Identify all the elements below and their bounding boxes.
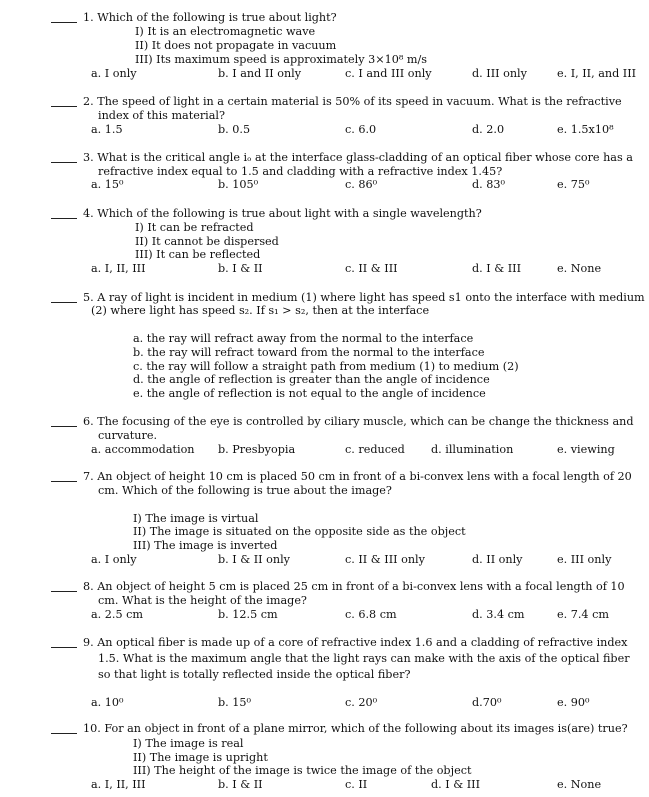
answer-blank[interactable] xyxy=(51,481,77,482)
option-a: a. I, II, III xyxy=(91,262,146,275)
answer-blank[interactable] xyxy=(51,218,77,219)
option-b: b. I & II only xyxy=(218,553,290,566)
statement: II) The image is situated on the opposite side as the object xyxy=(133,525,466,538)
option-c: c. II xyxy=(345,778,368,791)
option-e: e. the angle of reflection is not equal to the angle of incidence xyxy=(133,387,486,400)
question-stem: index of this material? xyxy=(98,109,226,122)
question-stem: 1.5. What is the maximum angle that the light rays can make with the axis of the optical fiber xyxy=(98,652,630,665)
option-a: a. I only xyxy=(91,67,137,80)
option-d: d. 2.0 xyxy=(472,123,505,136)
option-b: b. 105⁰ xyxy=(218,178,259,191)
option-a: a. accommodation xyxy=(91,443,195,456)
option-e: e. I, II, and III xyxy=(557,67,637,80)
statement: III) Its maximum speed is approximately 3×10⁸ m/s xyxy=(135,53,427,66)
option-c: c. 6.0 xyxy=(345,123,377,136)
question-stem: 4. Which of the following is true about light with a single wavelength? xyxy=(83,207,482,220)
option-c: c. 86⁰ xyxy=(345,178,378,191)
statement: I) It can be refracted xyxy=(135,221,254,234)
option-d: d. 83⁰ xyxy=(472,178,505,191)
option-e: e. None xyxy=(557,262,602,275)
option-a: a. I, II, III xyxy=(91,778,146,791)
option-d: d.70⁰ xyxy=(472,696,502,709)
question-stem: 9. An optical fiber is made up of a core of refractive index 1.6 and a cladding of refractive index xyxy=(83,636,628,649)
option-a: a. 2.5 cm xyxy=(91,608,144,621)
answer-blank[interactable] xyxy=(51,426,77,427)
answer-blank[interactable] xyxy=(51,733,77,734)
question-stem: (2) where light has speed s₂. If s₁ > s₂, then at the interface xyxy=(91,304,430,317)
option-a: a. I only xyxy=(91,553,137,566)
option-c: c. 20⁰ xyxy=(345,696,378,709)
answer-blank[interactable] xyxy=(51,22,77,23)
option-c: c. II & III xyxy=(345,262,398,275)
question-stem: 7. An object of height 10 cm is placed 50 cm in front of a bi-convex lens with a focal length of 20 xyxy=(83,470,632,483)
question-stem: curvature. xyxy=(98,429,158,442)
question-stem: refractive index equal to 1.5 and cladding with a refractive index 1.45? xyxy=(98,165,503,178)
option-d: d. I & III xyxy=(472,262,522,275)
answer-blank[interactable] xyxy=(51,302,77,303)
option-b: b. 15⁰ xyxy=(218,696,251,709)
question-stem: cm. What is the height of the image? xyxy=(98,594,307,607)
statement: III) It can be reflected xyxy=(135,248,261,261)
question-stem: 10. For an object in front of a plane mirror, which of the following about its images is(are) true? xyxy=(83,722,628,735)
option-c: c. reduced xyxy=(345,443,405,456)
option-e: e. III only xyxy=(557,553,612,566)
statement: I) The image is virtual xyxy=(133,512,259,525)
option-b: b. I & II xyxy=(218,262,263,275)
question-stem: 6. The focusing of the eye is controlled by ciliary muscle, which can be change the thickness and xyxy=(83,415,634,428)
option-d: d. illumination xyxy=(431,443,514,456)
option-e: e. 7.4 cm xyxy=(557,608,609,621)
option-e: e. None xyxy=(557,778,602,791)
question-stem: 5. A ray of light is incident in medium (1) where light has speed s1 onto the interface with medium xyxy=(83,291,645,304)
answer-blank[interactable] xyxy=(51,647,77,648)
option-d: d. II only xyxy=(472,553,523,566)
option-d: d. the angle of reflection is greater than the angle of incidence xyxy=(133,373,490,386)
option-c: c. II & III only xyxy=(345,553,425,566)
option-e: e. 1.5x10⁸ xyxy=(557,123,614,136)
question-stem: so that light is totally reflected inside the optical fiber? xyxy=(98,668,411,681)
question-stem: 1. Which of the following is true about light? xyxy=(83,11,337,24)
option-a: a. 1.5 xyxy=(91,123,123,136)
option-c: c. I and III only xyxy=(345,67,432,80)
option-e: e. 90⁰ xyxy=(557,696,590,709)
answer-blank[interactable] xyxy=(51,162,77,163)
statement: I) It is an electromagnetic wave xyxy=(135,25,316,38)
option-a: a. 15⁰ xyxy=(91,178,124,191)
option-b: b. 12.5 cm xyxy=(218,608,278,621)
option-a: a. the ray will refract away from the normal to the interface xyxy=(133,332,474,345)
option-d: d. III only xyxy=(472,67,527,80)
option-d: d. 3.4 cm xyxy=(472,608,525,621)
statement: II) It cannot be dispersed xyxy=(135,235,279,248)
option-b: b. I & II xyxy=(218,778,263,791)
statement: III) The height of the image is twice the image of the object xyxy=(133,764,472,777)
option-c: c. 6.8 cm xyxy=(345,608,397,621)
answer-blank[interactable] xyxy=(51,106,77,107)
option-b: b. 0.5 xyxy=(218,123,251,136)
option-e: e. viewing xyxy=(557,443,615,456)
option-c: c. the ray will follow a straight path from medium (1) to medium (2) xyxy=(133,360,519,373)
statement: II) The image is upright xyxy=(133,751,268,764)
question-stem: cm. Which of the following is true about the image? xyxy=(98,484,392,497)
answer-blank[interactable] xyxy=(51,591,77,592)
statement: II) It does not propagate in vacuum xyxy=(135,39,337,52)
statement: III) The image is inverted xyxy=(133,539,278,552)
statement: I) The image is real xyxy=(133,737,244,750)
question-stem: 2. The speed of light in a certain material is 50% of its speed in vacuum. What is the refractive xyxy=(83,95,622,108)
question-stem: 3. What is the critical angle iₒ at the interface glass-cladding of an optical fiber whose core has a xyxy=(83,151,633,164)
option-e: e. 75⁰ xyxy=(557,178,590,191)
option-b: b. the ray will refract toward from the normal to the interface xyxy=(133,346,485,359)
option-d: d. I & III xyxy=(431,778,481,791)
question-stem: 8. An object of height 5 cm is placed 25 cm in front of a bi-convex lens with a focal length of 10 xyxy=(83,580,625,593)
option-b: b. I and II only xyxy=(218,67,302,80)
option-b: b. Presbyopia xyxy=(218,443,296,456)
option-a: a. 10⁰ xyxy=(91,696,124,709)
